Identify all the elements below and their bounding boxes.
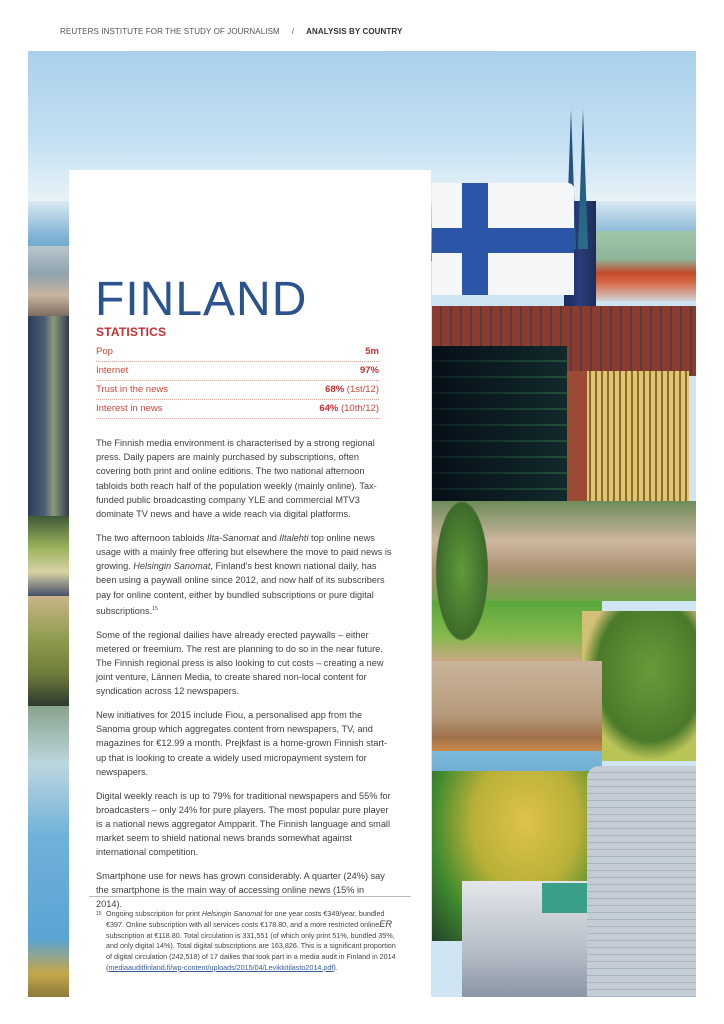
- footnote-reference[interactable]: 15: [152, 605, 158, 612]
- statistics-table: [96, 325, 379, 419]
- stat-row-interest: [96, 400, 379, 419]
- paragraph: The Finnish media environment is characterised by a strong regional press. Daily papers are mainly purchased by subscriptions, often covering both print and online editions. The two national afternoon tabloids both reach half of the population weekly (mainly online). Tax-funded public broadcasting company YLE and commercial MTV3 dominate TV news and have a wide reach via digital platforms.: [96, 438, 377, 520]
- paragraph: Smartphone use for news has grown considerably. A quarter (24%) say the smartphone is the main way of accessing online news (15% in 2014).: [96, 871, 385, 910]
- footnote: 15 Ongoing subscription for print Helsingin Sanomat for one year costs €349/year, bundled €397. Online subscription with all services costs €178.80, and a more restricted online subscription at €118.80. Total circulation is 331,551 (of which only print 51%, bundled 35%, and only digital 14%). Total digital subscriptions are 163,826. This is a significant proportion of digital circulation (242,518) of 17 dailies that took part in a media audit in Finland in 2014 (mediaauditfinland.fi/wp-content/uploads/2015/04/Levikkitilasto2014.pdf).: [96, 909, 396, 972]
- footnote-divider: [89, 896, 411, 897]
- paragraph: Some of the regional dailies have already erected paywalls – either metered or freemium. The rest are planning to do so in the near future. The Finnish regional press is also looking to cut costs – creating a new joint venture, Lännen Media, to create shared non-local content for syndication across 12 newspapers.: [96, 629, 384, 697]
- stat-rank: (1st/12): [344, 384, 379, 395]
- stat-row-pop: [96, 343, 379, 362]
- stat-value: 64%: [319, 403, 339, 414]
- publication-name: Helsingin Sanomat: [201, 909, 263, 918]
- page-title: FINLAND: [95, 273, 308, 327]
- paragraph: The two afternoon tabloids Ilta-Sanomat and Iltalehti top online news usage with a mainly free offering but elsewhere the move to paid news is growing. Helsingin Sanomat, Finland's best known national daily, has been using a paywall online since 2012, and now half of its subscribers pay for online content, either by bundled subscriptions or pure digital subscriptions.$^{15}$: [96, 532, 392, 616]
- source-link[interactable]: mediaauditfinland.fi/wp-content/uploads/2015/04/Levikkitilasto2014.pdf: [108, 962, 334, 972]
- stat-label: Pop: [96, 346, 113, 357]
- author-initials: ER: [379, 919, 392, 930]
- stat-rank: (10th/12): [338, 403, 379, 414]
- stat-row-trust: [96, 381, 379, 400]
- stat-value: 97%: [359, 365, 379, 376]
- church-spire-icon: [578, 109, 588, 249]
- country-profile-card: [69, 170, 431, 997]
- stat-value: 5m: [365, 346, 379, 357]
- stat-row-internet: [96, 362, 379, 381]
- publication-name: Ilta-Sanomat: [206, 532, 259, 543]
- paragraph: Digital weekly reach is up to 79% for traditional newspapers and 55% for broadcasters – only 24% for pure players. The most popular pure player is a national news aggregator Ampparit. The Finnish language and small market seem to shield national news brands somewhat against international competition.: [96, 790, 391, 858]
- publisher-name: REUTERS INSTITUTE FOR THE STUDY OF JOURNALISM: [60, 27, 280, 36]
- curved-building: [587, 766, 696, 997]
- stat-label: Interest in news: [96, 403, 163, 414]
- finland-flag-icon: [432, 183, 574, 295]
- running-header: [60, 27, 402, 36]
- stat-label: Internet: [96, 365, 129, 376]
- paragraph: New initiatives for 2015 include Fiou, a personalised app from the Sanoma group which aggregates content from newspapers, TV, and magazines for €12.99 a month. Prejkfast is a home-grown Finnish start-up that is looking to create a widely used micropayment system for newspapers.: [96, 710, 388, 777]
- statistics-heading: STATISTICS: [96, 325, 167, 339]
- publication-name: Helsingin Sanomat: [133, 561, 211, 572]
- article-body: [96, 436, 392, 931]
- footnote-number: 15: [96, 911, 102, 917]
- publication-name: Iltalehti: [279, 532, 309, 543]
- stat-label: Trust in the news: [96, 384, 168, 395]
- breadcrumb-separator: /: [291, 27, 295, 36]
- left-photo-strip: [28, 246, 70, 997]
- section-name: ANALYSIS BY COUNTRY: [306, 27, 403, 36]
- stat-value: 68%: [325, 384, 345, 395]
